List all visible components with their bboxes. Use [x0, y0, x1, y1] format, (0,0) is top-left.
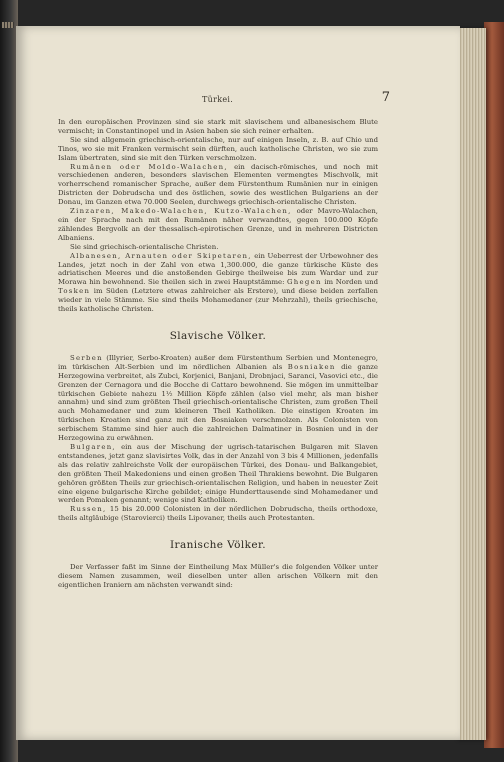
running-head: Türkei.: [202, 95, 234, 104]
paragraph-bulgaren: [58, 443, 378, 505]
term: Bosniaken: [287, 362, 336, 371]
page-number: 7: [381, 90, 390, 105]
page-stack-edge: [456, 28, 486, 740]
paragraph-text: die ganze Herzegowina verbreitet, als Zubci, Korjenici, Banjani, Drobnjaci, Saranci, Vasovici etc., die Grenzen der Cernagora und die Bocche di Cattaro bewohnend. Sie mögen im unmittelbar türkischen Gebiete nahezu 1½ Million Köpfe zählen (also viel mehr, als man bisher annahm) und sind zum größten Theil griechisch-orientalische Christen, zum großen Theil auch Mohamedaner und zum kleineren Theil Katholiken. Die einstigen Kroaten im türkischen Kroatien sind ganz mit den Bosniaken verschmolzen. Als Colonisten von serbischem Stamme sind hier auch die zahlreichen Dalmatiner in Bosnien und in der Herzegowina zu erwähnen.: [58, 362, 378, 443]
paragraph-text: im Süden (Letztere etwas zahlreicher als Erstere), und diese beiden zerfallen wieder in viele Stämme. Sie sind theils Mohamedaner (zur Mehrzahl), theils griechische, theils katholische Christen.: [58, 287, 378, 314]
paragraph-text: 15 bis 20.000 Colonisten in der nördlichen Dobrudscha, theils orthodoxe, theils altgläubige (Starovierci) theils Lipovaner, theils auch Protestanten.: [58, 505, 378, 523]
term: Zinzaren, Makedo-Walachen, Kutzo-Walachen,: [70, 207, 292, 216]
term: Rumänen oder Moldo-Walachen,: [70, 162, 228, 171]
page-header: [60, 90, 390, 110]
book-cover-edge: [484, 22, 504, 748]
paragraph-text: im Norden und: [321, 278, 378, 287]
section-heading: Iranische Völker.: [169, 539, 266, 552]
paragraph: Sie sind griechisch-orientalische Christen.: [70, 242, 219, 251]
term: Bulgaren,: [70, 443, 116, 451]
paragraph-text: oder Mavro-Walachen, ein der Sprache nach mit den Rumänen näher verwandtes, gegen 100.000 Köpfe zählendes Bergvolk an der thessalisch-epirotischen Grenze, und in mehreren Districten Albaniens.: [58, 207, 378, 242]
paragraph-text: ein aus der Mischung der ugrisch-tatarischen Bulgaren mit Slaven entstandenes, jetzt ganz slavisirtes Volk, das in der Anzahl von 3 bis 4 Millionen, jedenfalls als das relativ zahlreichste Volk der europäischen Türkei, des Donau- und Balkangebiet, den größten Theil Makedoniens und einen großen Theil Thrakiens bewohnt. Die Bulgaren gehören größten Theils zur griechisch-orientalischen Religion, und haben in neuester Zeit eine eigene bulgarische Kirche gebildet; einige Hunderttausende sind Mohamedaner und werden Pomaken genannt; wenige sind Katholiken.: [58, 443, 378, 505]
paragraph: In den europäischen Provinzen sind sie stark mit slavischem und albanesischem Blute vermischt; in Constantinopel und in Asien haben sie sich reiner erhalten.: [58, 118, 378, 135]
paragraph: Sie sind allgemein griechisch-orientalische, nur auf einigen Inseln, z. B. auf Chio und Tinos, wo sie mit Franken vermischt sein dürften, auch katholische Christen, wo sie zum Islam übertraten, sind sie mit den Türken verschmolzen.: [58, 135, 378, 162]
paragraph-rumaenen: [58, 163, 378, 208]
paragraph-text: ein dacisch-römisches, und noch mit verschiedenen anderen, besonders slavischen Elementen vermengtes Mischvolk, mit vorherrschend romanischer Sprache, außer dem Fürstenthum Rumänien nur in einigen Districten der Dobrudscha und des östlichen, sowie des westlichen Bulgariens an der Donau, im Ganzen etwa 70.000 Seelen, durchwegs griechisch-orientalische Christen.: [58, 162, 378, 207]
term: Russen,: [70, 505, 107, 514]
paragraph-zinzaren: [58, 207, 378, 243]
paragraph-text: (Illyrier, Serbo-Kroaten) außer dem Fürstenthum Serbien und Montenegro, im türkischen Alt-Serbien und im nördlichen Albanien als: [58, 353, 378, 371]
spine-ribbon: [2, 22, 14, 28]
term: Ghegen: [287, 278, 322, 287]
paragraph-text: ein Ueberrest der Urbewohner des Landes, jetzt noch in der Zahl von etwa 1,300.000, die ganze türkische Küste des adriatischen Meeres und die anstoßenden Gebirge theilweise bis zum Wardar und zur Morawa hin bewohnend. Sie theilen sich in zwei Hauptstämme:: [58, 251, 378, 287]
section-heading: Slavische Völker.: [169, 329, 267, 342]
paragraph: Der Verfasser faßt im Sinne der Eintheilung Max Müller's die folgenden Völker unter diesem Namen zusammen, weil dieselben unter allen arischen Völkern mit den eigentlichen Iraniern am nächsten verwandt sind:: [58, 563, 378, 589]
paragraph-albanesen: [58, 252, 378, 314]
term: Tosken: [58, 287, 91, 296]
paragraph-serben: [58, 354, 378, 443]
paragraph-russen: [58, 505, 378, 523]
term: Albanesen, Arnauten oder Skipetaren,: [70, 251, 252, 260]
page-body: [58, 118, 378, 590]
term: Serben: [70, 353, 103, 362]
